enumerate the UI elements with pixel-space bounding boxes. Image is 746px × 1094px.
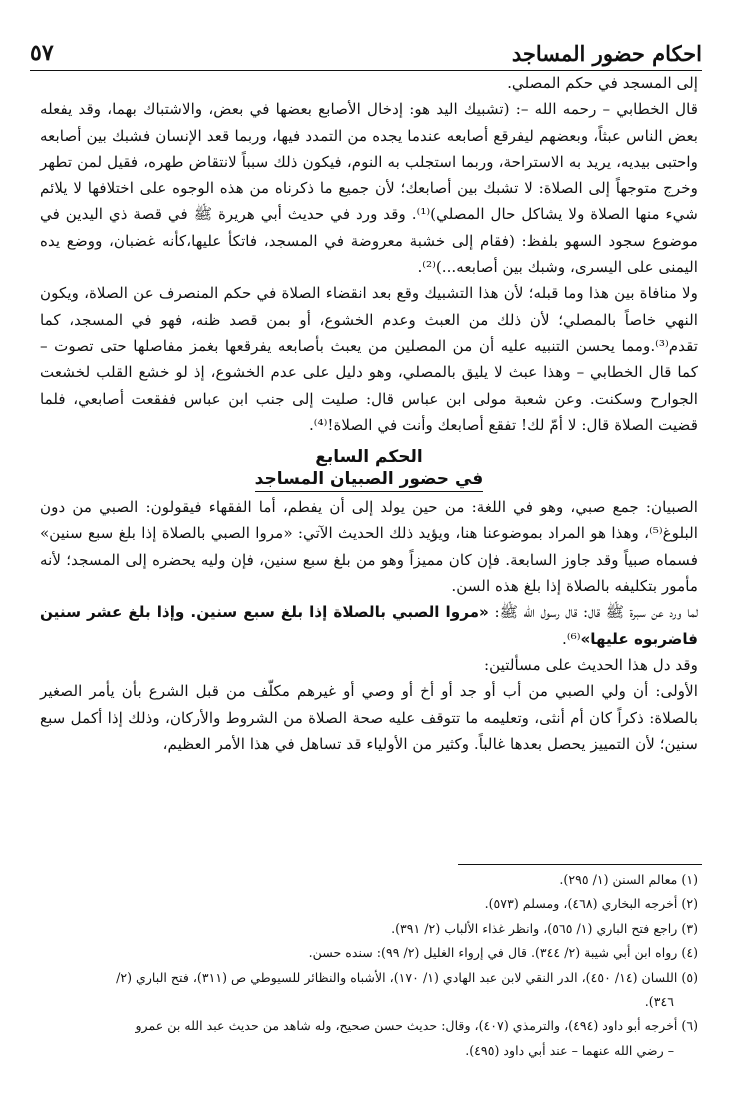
paragraph-khattabi: قال الخطابي – رحمه الله –: (تشبيك اليد هو: إدخال الأصابع بعضها في بعض، والاشتباك بهما، وقد يفعله بعض الناس عبثاً، وبعضهم ليفرقع أصابعه عندما يجده من التمدد فيها، وربما قعد الإنسان فشبك بين أصابعه واحتبى بيديه، يريد به الاستراحة، وربما استجلب به النوم، فيكون ذلك سبباً لانتقاض طهره، فقيل لمن تطهر وخرج متوجهاً إلى الصلاة: لا تشبك بين أصابعك؛ لأن جميع ما ذكرناه من هذه الوجوه على اختلافها لا يلائم شيء منها الصلاة ولا يشاكل حال المصلي)⁽¹⁾. وقد ورد في حديث أبي هريرة ﷺ في قصة ذي اليدين في موضوع سجود السهو بلفظ: (فقام إلى خشبة معروضة في المسجد، فاتكأ عليها،كأنه غضبان، ووضع يده اليمنى على اليسرى، وشبك بين أصابعه...)⁽²⁾. [40,100,698,277]
footnotes [40,868,698,1063]
paragraph-hadith [40,599,698,652]
footnote-5: (٥) اللسان (١٤/ ٤٥٠)، الدر النقي لابن عبد الهادي (١/ ١٧٠)، الأشباه والنظائر للسيوطي ص (٣١١)، فتح الباري (٢/ [116,969,698,985]
hadith-intro: لما ورد عن سبرة ﷺ قال: قال رسول الله ﷺ: [488,603,698,622]
paragraph-no-contradiction: ولا منافاة بين هذا وما قبله؛ لأن هذا التشبيك وقع بعد انقضاء الصلاة في حكم المنصرف عن الصلاة، ويكون النهي خاصاً بالمصلي؛ لأن ذلك من العبث وعدم الخشوع، أو بمن قصد ظنه، فهو في المسجد، كما تقدم⁽³⁾.ومما يحسن التنبيه عليه أن من المصلين من يعبث بأصابعه يفرقعها بغمز مفاصلها حتى تصوت – كما قال الخطابي – وهذا عبث لا يليق بالمصلي، وهو دليل على عدم الخشوع، إذ لو خشع القلب لخشعت الجوارح وسكنت. وعن شعبة مولى ابن عباس قال: صليت إلى جنب ابن عباس ففقعت أصابعي، فلما قضيت الصلاة قال: لا أمّ لك! تفقع أصابعك وأنت في الصلاة!⁽⁴⁾. [40,284,698,434]
paragraph-definition: الصبيان: جمع صبي، وهو في اللغة: من حين يولد إلى أن يفطم، أما الفقهاء فيقولون: الصبي من دون البلوغ⁽⁵⁾، وهذا هو المراد بموضوعنا هنا، ويؤيد ذلك الحديث الآتي: «مروا الصبي بالصلاة إذا بلغ سبع سنين» فسماه صبياً وقد جاوز السابعة. فإن كان مميزاً وهو من بلغ سبع سنين، فإن وليه يحضره إلى المسجد؛ لأنه مأمور بتكليفه بالصلاة إذا بلغ هذه السن. [40,498,698,596]
paragraph-two-issues: وقد دل هذا الحديث على مسألتين: [484,655,698,674]
page-header [30,30,702,71]
footnote-3: (٣) راجع فتح الباري (١/ ٥٦٥)، وانظر غذاء الألباب (٢/ ٣٩١). [391,920,698,936]
paragraph-1: إلى المسجد في حكم المصلي. [507,74,698,92]
footnote-4: (٤) رواه ابن أبي شيبة (٢/ ٣٤٤). قال في إرواء الغليل (٢/ ٩٩): سنده حسن. [308,945,698,961]
hadith-text: «مروا الصبي بالصلاة إذا بلغ سبع سنين. وإذا بلغ عشر سنين فاضربوه عليها» [40,603,698,648]
chapter-subtitle: في حضور الصبيان المساجد [255,468,484,492]
page-number: ٥٧ [30,40,54,66]
chapter-title: الحكم السابع [315,447,423,468]
hadith-footnote-ref: ⁽⁶⁾. [562,629,581,648]
footnote-5-continued: ٣٤٦). [644,994,674,1010]
footnote-divider [458,864,702,865]
footnote-1: (١) معالم السنن (١/ ٢٩٥). [559,872,698,887]
footnote-6: (٦) أخرجه أبو داود (٤٩٤)، والترمذي (٤٠٧)، وقال: حديث حسن صحيح، وله شاهد من حديث عبد الله بن عمرو [135,1018,698,1034]
footnote-2: (٢) أخرجه البخاري (٤٦٨)، ومسلم (٥٧٣). [484,896,698,912]
main-text [40,70,698,757]
running-title: احكام حضور المساجد [511,41,702,66]
footnote-6-continued: – رضي الله عنهما – عند أبي داود (٤٩٥). [465,1042,674,1058]
chapter-heading [40,446,698,492]
paragraph-first-issue: الأولى: أن ولي الصبي من أب أو جد أو أخ أو وصي أو غيرهم مكلّف من قبل الشرع بأن يأمر الصغير بالصلاة: ذكراً كان أم أنثى، وتعليمه ما تتوقف عليه صحة الصلاة من الشروط والأركان، وذلك إذا أكمل سبع سنين؛ لأن التمييز يحصل بعدها غالباً. وكثير من الأولياء قد تساهل في هذا الأمر العظيم، [40,682,698,753]
